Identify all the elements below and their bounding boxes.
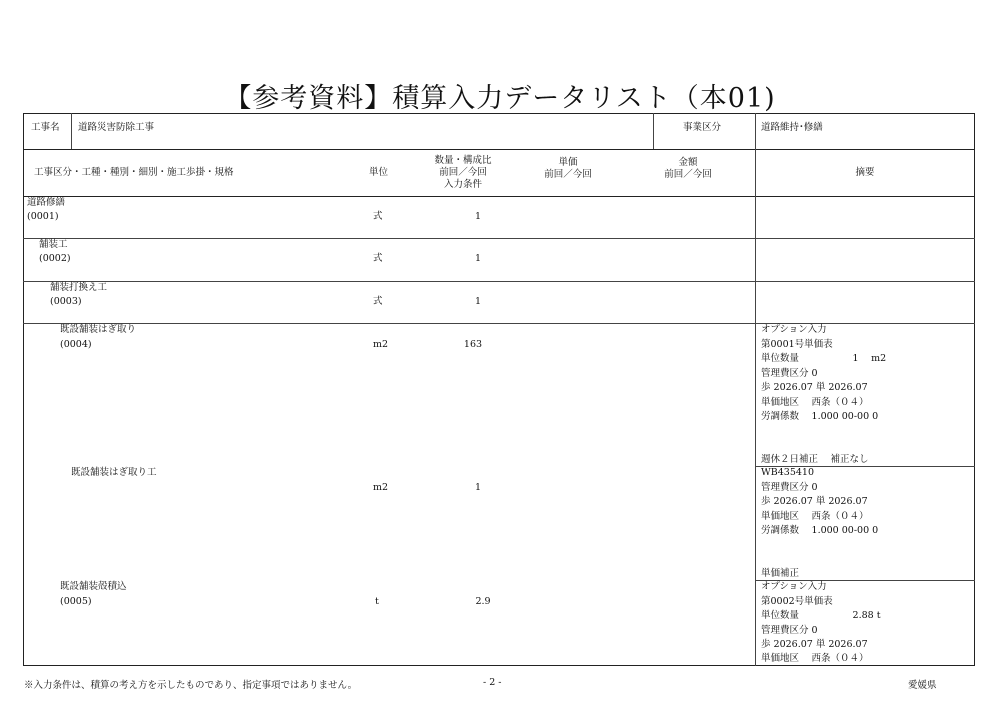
row-name: 既設舗装はぎ取り工 [71,467,157,478]
category-value: 道路維持･修繕 [761,122,823,133]
divider [755,113,756,666]
row-qty: 163 [463,339,483,350]
divider [653,113,654,149]
project-label: 工事名 [31,122,60,133]
row-note: 労調係数 1.000 00-00 0 [761,411,879,422]
divider [23,323,975,324]
row-qty: 1 [474,296,482,307]
project-name: 道路災害防除工事 [78,122,155,133]
footer-org: 愛媛県 [908,680,937,691]
row-note: オプション入力 [761,324,827,335]
row-code: (0001) [27,211,59,222]
row-code: (0003) [50,296,82,307]
row-note: 単価地区 西条（０４） [761,397,869,408]
column-header-price: 前回／今回 [544,169,592,180]
row-note: 労調係数 1.000 00-00 0 [761,525,879,536]
row-note: 管理費区分 0 [761,482,818,493]
row-note: 管理費区分 0 [761,625,818,636]
row-note: 歩 2026.07 単 2026.07 [761,639,868,650]
column-header-price: 単価 [558,157,578,168]
divider [23,196,975,197]
row-note: 単価地区 西条（０４） [761,511,869,522]
column-header-qty: 数量・構成比 [434,155,492,166]
column-header-amount: 前回／今回 [664,169,712,180]
row-name: 舗装打換え工 [50,282,108,293]
row-note: 管理費区分 0 [761,368,818,379]
row-note: 単価補正 [761,568,800,579]
column-header-unit: 単位 [369,167,389,178]
row-unit: 式 [373,211,383,222]
column-header-qty: 入力条件 [443,179,482,190]
footer-note: ※入力条件は、積算の考え方を示したものであり、指定事項ではありません。 [24,680,358,691]
row-note: 第0001号単価表 [761,339,833,350]
row-note: 歩 2026.07 単 2026.07 [761,382,868,393]
row-name: 舗装工 [39,239,68,250]
row-qty: 1 [474,253,482,264]
row-code: (0002) [39,253,71,264]
column-header-amount: 金額 [678,157,698,168]
row-name: 既設舗装はぎ取り [60,324,137,335]
row-note: 第0002号単価表 [761,596,833,607]
divider [23,281,975,282]
column-header-summary: 摘要 [855,167,875,178]
row-note: 歩 2026.07 単 2026.07 [761,496,868,507]
row-qty: 1 [474,211,482,222]
row-unit: t [375,596,379,607]
row-unit: 式 [373,253,383,264]
divider [71,113,72,149]
row-qty: 1 [474,482,482,493]
row-note: WB435410 [761,467,815,478]
row-name: 既設舗装殻積込 [60,581,127,592]
divider [23,149,975,150]
page-number: - 2 - [483,677,502,688]
row-note: 単価地区 西条（０４） [761,653,869,664]
column-header-item: 工事区分・工種・種別・細別・施工歩掛・規格 [34,167,234,178]
divider [23,238,975,239]
row-code: (0005) [60,596,92,607]
row-unit: 式 [373,296,383,307]
row-name: 道路修繕 [27,197,66,208]
row-note: オプション入力 [761,581,827,592]
page-title: 【参考資料】積算入力データリスト（本01) [224,83,776,114]
row-unit: m2 [373,339,389,350]
row-qty: 2.9 [475,596,491,607]
column-header-qty: 前回／今回 [439,167,487,178]
row-note: 単位数量 1 m2 [761,353,887,364]
row-code: (0004) [60,339,92,350]
row-note: 単位数量 2.88 t [761,610,881,621]
category-label: 事業区分 [683,122,722,133]
row-unit: m2 [373,482,389,493]
row-note: 週休２日補正 補正なし [761,454,869,465]
